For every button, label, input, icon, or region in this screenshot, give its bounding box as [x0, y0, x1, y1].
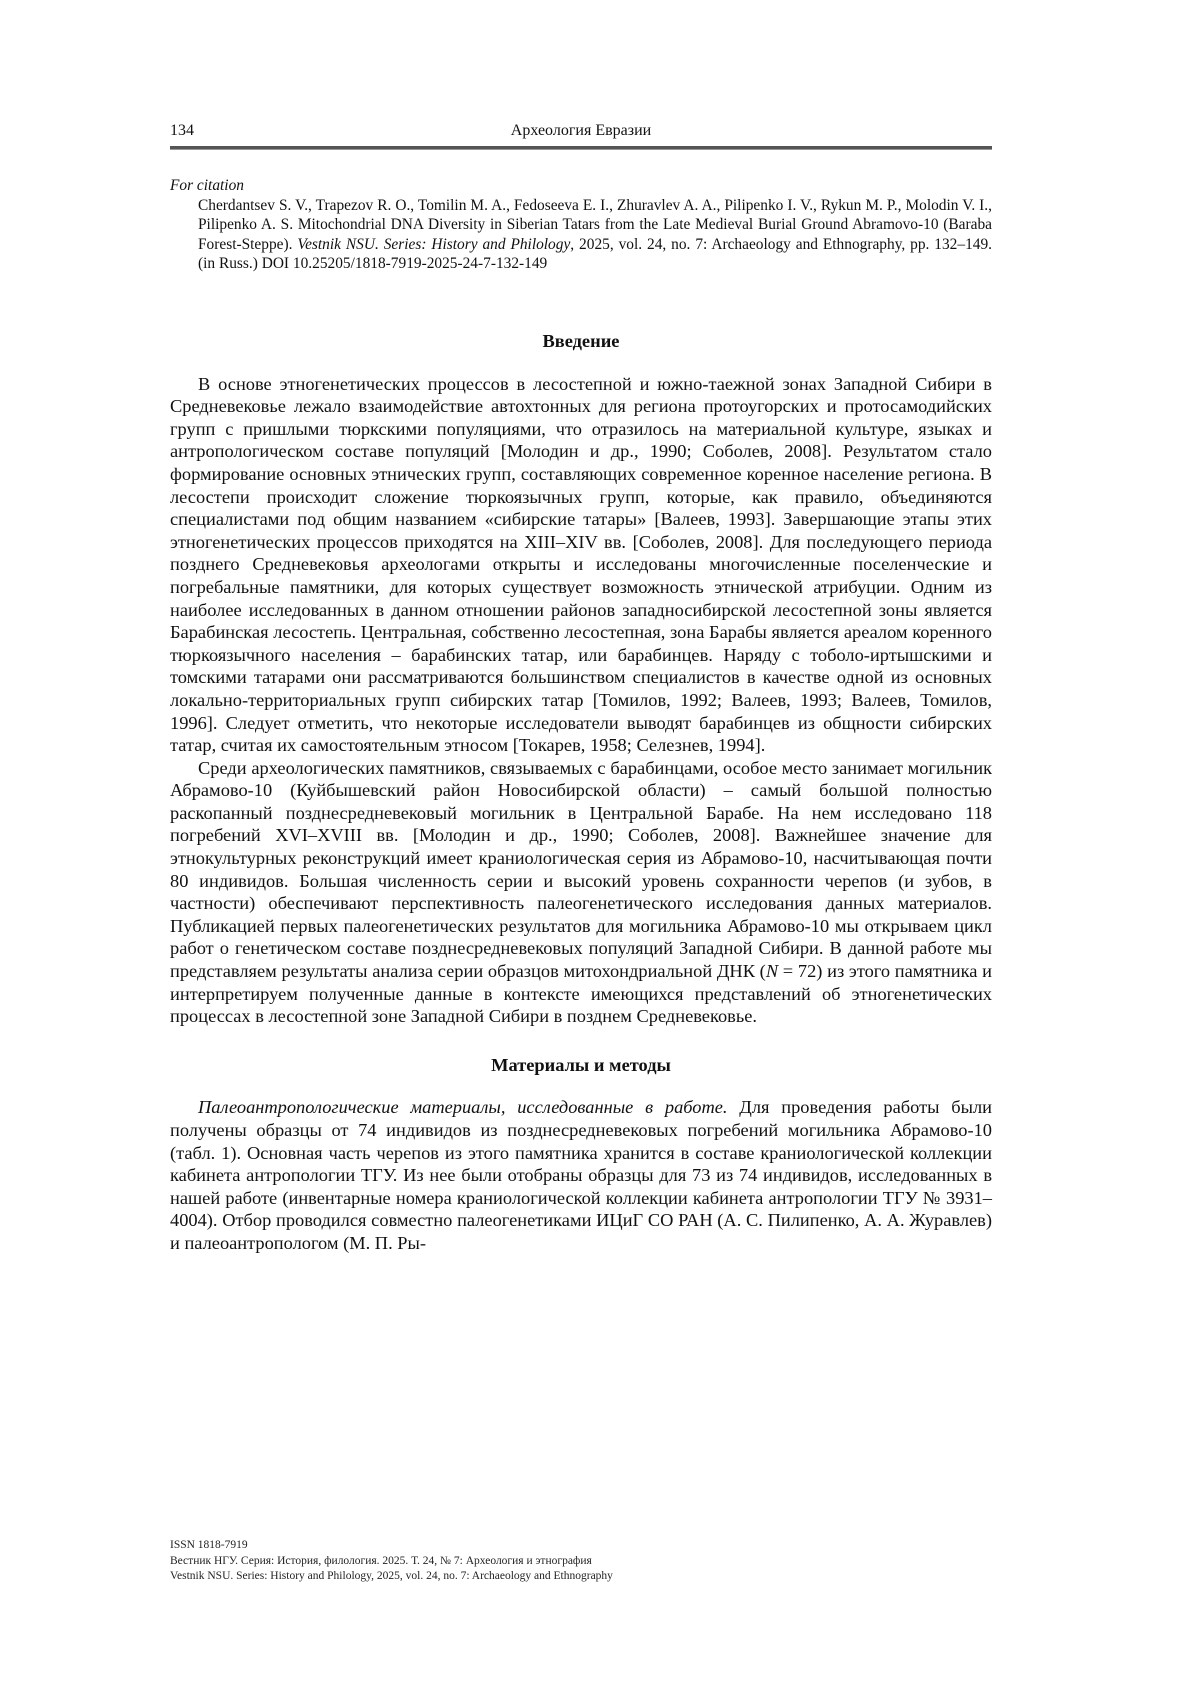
citation-label: For citation: [170, 176, 992, 196]
sample-size-symbol: N: [766, 961, 778, 981]
paragraph-text: Для проведения работы были получены образцы от 74 индивидов из позднесредневековых погребений могильника Абрамово-10 (табл. 1). Основная часть черепов из этого памятника хранится в составе краниологической коллекции кабинета антропологии ТГУ. Из нее были отобраны образцы для 73 из 74 индивидов, исследованных в нашей работе (инвентарные номера краниологической коллекции кабинета антропологии ТГУ № 3931–4004). Отбор проводился совместно палеогенетиками ИЦиГ СО РАН (А. С. Пилипенко, А. А. Журавлев) и палеоантропологом (М. П. Ры-: [170, 1097, 992, 1253]
citation-block: [170, 176, 992, 274]
footer-journal-ru: Вестник НГУ. Серия: История, филология. 2025. Т. 24, № 7: Археология и этнография: [170, 1554, 613, 1570]
page-number: 134: [170, 122, 194, 140]
footer-issn: ISSN 1818-7919: [170, 1538, 613, 1554]
paragraph-text: Среди археологических памятников, связываемых с барабинцами, особое место занимает могильник Абрамово-10 (Куйбышевский район Новосибирской области) – самый большой полностью раскопанный позднесредневековый могильник в Центральной Барабе. На нем исследовано 118 погребений XVI–XVIII вв. [Молодин и др., 1990; Соболев, 2008]. Важнейшее значение для этнокультурных реконструкций имеет краниологическая серия из Абрамово-10, насчитывающая почти 80 индивидов. Большая численность серии и высокий уровень сохранности черепов (и зубов, в частности) обеспечивают перспективность палеогенетического исследования данных материалов. Публикацией первых палеогенетических результатов для могильника Абрамово-10 мы открываем цикл работ о генетическом составе позднесредневековых популяций Западной Сибири. В данной работе мы представляем результаты анализа серии образцов митохондриальной ДНК (: [170, 758, 992, 981]
footer-journal-en: Vestnik NSU. Series: History and Philology, 2025, vol. 24, no. 7: Archaeology and Ethnography: [170, 1569, 613, 1585]
citation-journal: Vestnik NSU. Series: History and Philology: [297, 236, 570, 253]
page-footer: [170, 1538, 613, 1585]
citation-details: , 2025, vol. 24, no. 7: Archaeology and Ethnography, pp. 132–149. (in Russ.) DOI 10.25205/1818-7919-2025-24-7-132-149: [198, 236, 992, 273]
journal-title: Археология Евразии: [170, 122, 992, 140]
section-heading-intro: Введение: [170, 330, 992, 353]
paragraph: [170, 757, 992, 1028]
paragraph: [170, 1096, 992, 1254]
paragraph-text: = 72) из этого памятника и интерпретируем полученные данные в контексте имеющихся представлений об этногенетических процессах в лесостепной зоне Западной Сибири в позднем Средневековье.: [170, 961, 992, 1026]
section-heading-methods: Материалы и методы: [170, 1054, 992, 1077]
header-rule: [170, 146, 992, 150]
subsection-title: Палеоантропологические материалы, исследованные в работе.: [198, 1097, 728, 1117]
article-body: [170, 330, 992, 1255]
paragraph: В основе этногенетических процессов в лесостепной и южно-таежной зонах Западной Сибири в Средневековье лежало взаимодействие автохтонных для региона протоугорских и протосамодийских групп с пришлыми тюркскими популяциями, что отразилось на материальной культуре, языках и антропологическом составе популяций [Молодин и др., 1990; Соболев, 2008]. Результатом стало формирование основных этнических групп, составляющих современное коренное население региона. В лесостепи происходит сложение тюркоязычных групп, которые, как правило, объединяются специалистами под общим названием «сибирские татары» [Валеев, 1993]. Завершающие этапы этих этногенетических процессов приходятся на XIII–XIV вв. [Соболев, 2008]. Для последующего периода позднего Средневековья археологами открыты и исследованы многочисленные поселенческие и погребальные памятники, для которых существует возможность этнической атрибуции. Одним из наиболее исследованных в данном отношении районов западносибирской лесостепной зоны является Барабинская лесостепь. Центральная, собственно лесостепная, зона Барабы является ареалом коренного тюркоязычного населения – барабинских татар, или барабинцев. Наряду с тоболо-иртышскими и томскими татарами они рассматриваются большинством специалистов в качестве одной из основных локально-территориальных групп сибирских татар [Томилов, 1992; Валеев, 1993; Валеев, Томилов, 1996]. Следует отметить, что некоторые исследователи выводят барабинцев из общности сибирских татар, считая их самостоятельным этносом [Токарев, 1958; Селезнев, 1994].: [170, 373, 992, 757]
citation-authors-title: Cherdantsev S. V., Trapezov R. O., Tomilin M. A., Fedoseeva E. I., Zhuravlev A. A., Pilipenko I. V., Rykun M. P., Molodin V. I., Pilipenko A. S. Mitochondrial DNA Diversity in Siberian Tatars from the Late Medieval Burial Ground Abramovo-10 (Baraba Forest-Steppe).: [198, 197, 992, 253]
citation-text: [170, 196, 992, 274]
